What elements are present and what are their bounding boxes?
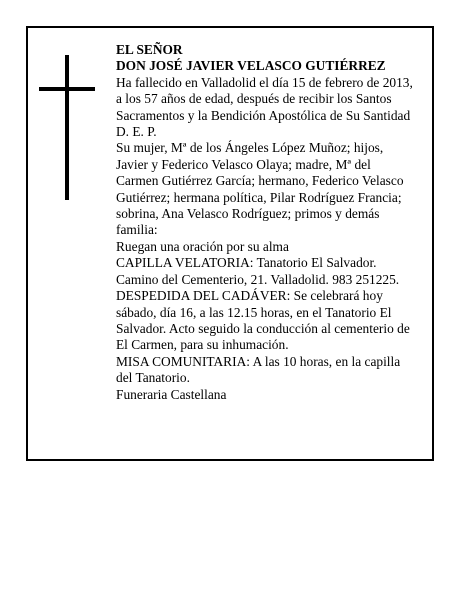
notice-line: Gutiérrez; hermana política, Pilar Rodríguez Francia;	[116, 189, 402, 205]
cross-icon	[39, 55, 95, 200]
notice-line: a los 57 años de edad, después de recibir los Santos	[116, 91, 392, 107]
notice-line: MISA COMUNITARIA: A las 10 horas, en la capilla	[116, 353, 401, 369]
notice-line: Funeraria Castellana	[116, 386, 227, 402]
notice-line: sábado, día 16, a las 12.15 horas, en el Tanatorio El	[116, 304, 392, 320]
notice-line: Javier y Federico Velasco Olaya; madre, Mª del	[116, 156, 371, 172]
notice-line: Carmen Gutiérrez García; hermano, Federico Velasco	[116, 173, 404, 189]
notice-line: sobrina, Ana Velasco Rodríguez; primos y demás	[116, 206, 380, 222]
notice-line: D. E. P.	[116, 124, 157, 140]
notice-line: DESPEDIDA DEL CADÁVER: Se celebrará hoy	[116, 288, 383, 304]
notice-line: Ha fallecido en Valladolid el día 15 de febrero de 2013,	[116, 74, 413, 90]
deceased-name-line: EL SEÑOR	[116, 42, 183, 57]
notice-line: Su mujer, Mª de los Ángeles López Muñoz; hijos,	[116, 140, 384, 156]
deceased-name-line: DON JOSÉ JAVIER VELASCO GUTIÉRREZ	[116, 58, 386, 74]
cross-horizontal-bar	[39, 87, 95, 91]
notice-line: El Carmen, para su inhumación.	[116, 337, 289, 353]
cross-vertical-bar	[65, 55, 69, 200]
notice-line: familia:	[116, 222, 158, 238]
notice-line: Salvador. Acto seguido la conducción al cementerio de	[116, 320, 410, 336]
notice-line: Ruegan una oración por su alma	[116, 238, 289, 254]
notice-line: del Tanatorio.	[116, 370, 190, 386]
obituary-text	[116, 42, 428, 403]
notice-line: CAPILLA VELATORIA: Tanatorio El Salvador.	[116, 255, 377, 271]
notice-line: Sacramentos y la Bendición Apostólica de Su Santidad	[116, 107, 411, 123]
notice-line: Camino del Cementerio, 21. Valladolid. 983 251225.	[116, 271, 400, 287]
obituary-notice-frame	[26, 26, 434, 461]
